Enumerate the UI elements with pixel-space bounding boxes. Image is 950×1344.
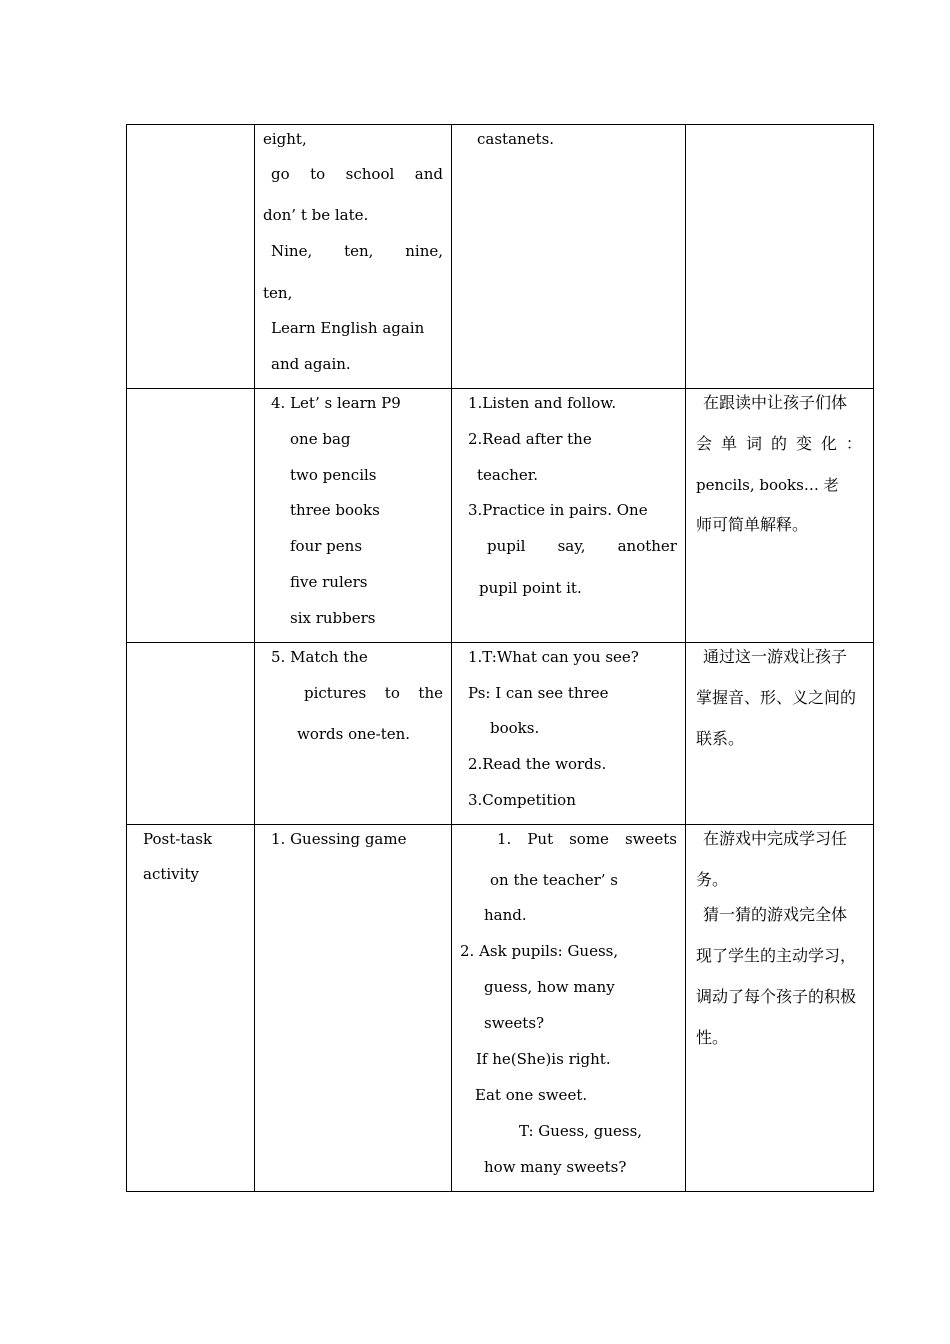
column-divider-3 (685, 124, 686, 1192)
word: some (569, 830, 609, 848)
word: ten, (344, 242, 374, 260)
word: sweets (624, 830, 677, 848)
word: the (418, 684, 443, 702)
stage-label: activity (143, 865, 199, 883)
cell-text (304, 683, 443, 703)
row-divider-1 (126, 388, 874, 389)
cell-text: Ps: I can see three (468, 684, 609, 702)
cell-text: Eat one sweet. (475, 1086, 588, 1104)
cell-text: Learn English again (271, 319, 425, 337)
cell-text (487, 536, 677, 556)
cell-text: ten, (263, 284, 293, 302)
cell-text: 性。 (696, 1028, 729, 1047)
cell-text: three books (290, 501, 380, 519)
cell-text: books. (490, 719, 540, 737)
cell-text: 3.Competition (468, 791, 576, 809)
word: school (345, 165, 395, 183)
cell-text: don’ t be late. (263, 206, 369, 224)
cell-text: on the teacher’ s (490, 871, 618, 889)
cell-text: 在游戏中完成学习任 (703, 829, 848, 848)
cell-text: teacher. (477, 466, 539, 484)
word: another (617, 537, 677, 555)
cell-text (271, 241, 443, 261)
cell-text: 2.Read after the (468, 430, 592, 448)
cell-text: sweets? (484, 1014, 545, 1032)
cell-text: 联系。 (696, 729, 745, 748)
cell-text: 1.T:What can you see? (468, 648, 639, 666)
word: to (310, 165, 326, 183)
table-border-right (873, 124, 874, 1192)
stage-label: Post-task (143, 830, 213, 848)
word: Nine, (271, 242, 313, 260)
word: go (271, 165, 290, 183)
cell-text: 2. Ask pupils: Guess, (460, 942, 619, 960)
table-border-top (126, 124, 874, 125)
row-divider-3 (126, 824, 874, 825)
cell-text: how many sweets? (484, 1158, 627, 1176)
column-divider-1 (254, 124, 255, 1192)
word: pictures (304, 684, 367, 702)
cell-text: If he(She)is right. (476, 1050, 611, 1068)
cell-text: 掌握音、形、义之间的 (696, 688, 857, 707)
row-divider-2 (126, 642, 874, 643)
column-divider-2 (451, 124, 452, 1192)
cell-text: 通过这一游戏让孩子 (703, 647, 848, 666)
cell-text: 3.Practice in pairs. One (468, 501, 648, 519)
cell-text: hand. (484, 906, 527, 924)
cell-text: 务。 (696, 870, 729, 889)
cell-text: 1. Guessing game (271, 830, 407, 848)
cell-text: and again. (271, 355, 351, 373)
word: 1. (497, 830, 512, 848)
table-border-bottom (126, 1191, 874, 1192)
word: nine, (405, 242, 443, 260)
cell-text: 4. Let’ s learn P9 (271, 394, 401, 412)
cell-text: pupil point it. (479, 579, 582, 597)
word: and (414, 165, 443, 183)
cell-text: 2.Read the words. (468, 755, 607, 773)
cell-text: five rulers (290, 573, 368, 591)
cell-text: 调动了每个孩子的积极 (696, 987, 857, 1006)
cell-text: eight, (263, 130, 307, 148)
cell-text (271, 164, 443, 184)
word: say, (557, 537, 586, 555)
cell-text (497, 829, 677, 849)
cell-text: pencils, books… 老 (696, 476, 839, 494)
cell-text: six rubbers (290, 609, 376, 627)
cell-text: 现了学生的主动学习， (696, 946, 857, 965)
word: pupil (487, 537, 526, 555)
cell-text: 5. Match the (271, 648, 368, 666)
word: Put (527, 830, 554, 848)
cell-text: two pencils (290, 466, 377, 484)
cell-text: words one-ten. (297, 725, 411, 743)
cell-text: guess, how many (484, 978, 615, 996)
table-border-left (126, 124, 127, 1192)
cell-text: 1.Listen and follow. (468, 394, 617, 412)
cell-text: 会 单 词 的 变 化 ： (696, 434, 862, 453)
cell-text: four pens (290, 537, 363, 555)
cell-text: one bag (290, 430, 351, 448)
cell-text: T: Guess, guess, (519, 1122, 643, 1140)
cell-text: 在跟读中让孩子们体 (703, 393, 848, 412)
cell-text: 师可简单解释。 (696, 515, 809, 534)
word: to (384, 684, 400, 702)
cell-text: 猜一猜的游戏完全体 (703, 905, 848, 924)
cell-text: castanets. (477, 130, 555, 148)
